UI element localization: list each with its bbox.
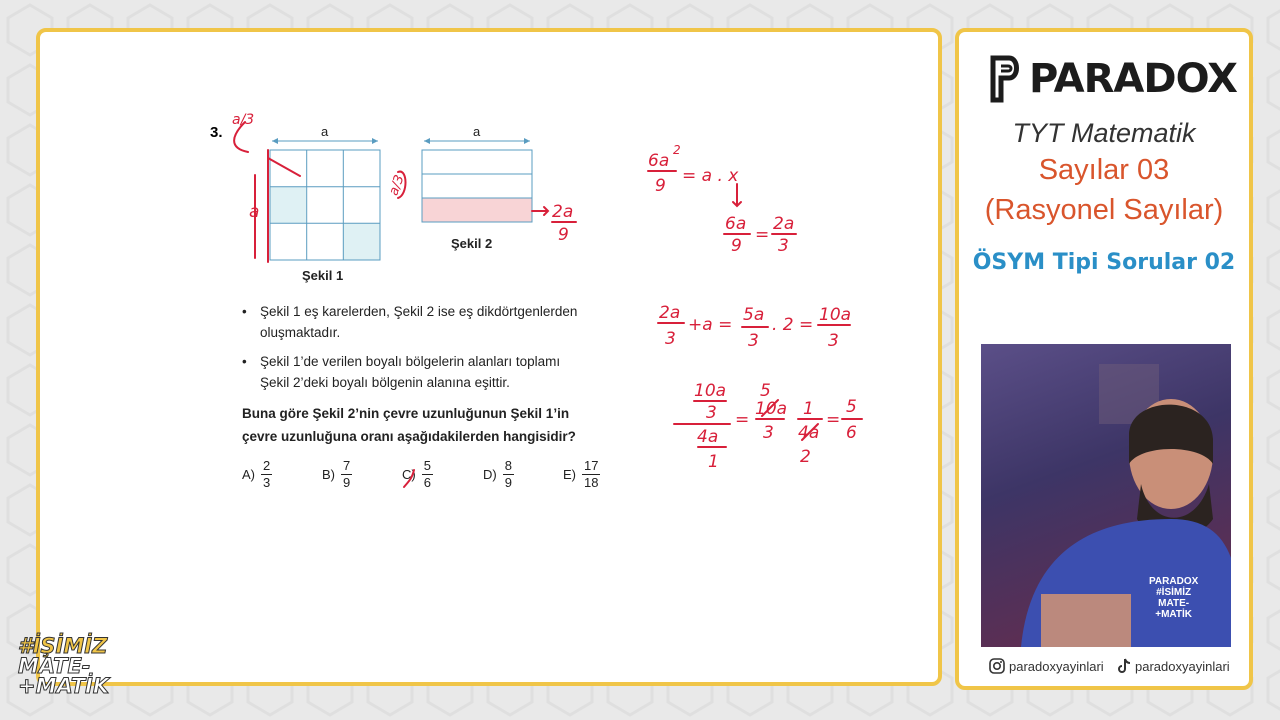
option-e-numerator: 17 [584, 458, 599, 473]
question-prompt [242, 402, 604, 448]
ink-3-e: 3 [706, 403, 717, 423]
option-e-denominator: 18 [584, 475, 599, 490]
instagram-handle[interactable] [989, 658, 1104, 674]
option-b-letter: B) [322, 467, 335, 482]
ink-3-d: 3 [828, 331, 839, 351]
ink-3-c: 3 [748, 331, 759, 351]
bullet-2-line-1: • Şekil 1’de verilen boyalı bölgelerin alanları toplamı [260, 354, 561, 369]
ink-2a-b: 2a [659, 303, 681, 323]
badge-line-1: #İŞİMİZ [18, 634, 108, 658]
option-a-letter: A) [242, 467, 255, 482]
ink-9: 9 [655, 176, 666, 196]
instagram-label: paradoxyayinlari [1009, 658, 1104, 674]
ink-3-f: 3 [763, 423, 774, 443]
side-panel [955, 28, 1253, 690]
figures [0, 0, 940, 300]
option-d-denominator: 9 [504, 475, 512, 490]
ink-9-b: 9 [731, 236, 742, 256]
figure-2-label: Şekil 2 [451, 236, 493, 251]
ink-6a-b: 6a [725, 214, 747, 234]
tiktok-icon [1117, 658, 1131, 674]
ink-left-mark: a/3 [386, 173, 408, 198]
option-b-numerator: 7 [343, 458, 351, 473]
brand-logo [989, 54, 1237, 104]
instagram-icon [989, 658, 1005, 674]
shirt-line-2: MATE- [1158, 598, 1190, 609]
series-title: ÖSYM Tipi Sorular 02 [972, 250, 1236, 275]
figure-1-label: Şekil 1 [302, 268, 344, 283]
ink-eq-4: = [826, 410, 841, 430]
ink-eq-ax: = a . x [682, 166, 739, 186]
shirt-line-3: +MATİK [1155, 609, 1193, 620]
shirt-brand: PARADOX [1149, 576, 1199, 587]
ink-1: 1 [708, 452, 719, 472]
option-e-letter: E) [563, 467, 576, 482]
ink-3-b: 3 [665, 329, 676, 349]
ink-5a: 5a [743, 305, 765, 325]
tiktok-handle[interactable] [1117, 658, 1230, 674]
ink-side-a: a [249, 202, 260, 222]
ink-top-mark: a/3 [232, 112, 255, 128]
option-b[interactable] [322, 458, 352, 491]
ink-5: 5 [846, 397, 857, 417]
isimiz-matematik-badge [18, 636, 109, 696]
option-a-numerator: 2 [263, 458, 271, 473]
option-a-denominator: 3 [263, 475, 271, 490]
topic-line-2: (Rasyonel Sayılar) [984, 194, 1224, 226]
ink-plus-a: +a = [688, 315, 733, 335]
bullet-1-line-1: • Şekil 1 eş karelerden, Şekil 2 ise eş dikdörtgenlerden [260, 304, 578, 319]
topic-line-1: Sayılar 03 [1038, 154, 1170, 186]
option-c[interactable] [402, 458, 433, 491]
badge-line-3: +MATİK [18, 674, 110, 698]
ink-6: 6 [846, 423, 857, 443]
ink-eq-3: = [735, 410, 750, 430]
ink-2a: 2a [773, 214, 795, 234]
option-d-letter: D) [483, 467, 497, 482]
figure-2-width-label: a [473, 124, 481, 139]
option-b-denominator: 9 [343, 475, 351, 490]
question-number: 3. [210, 124, 223, 141]
ink-4a-b: 4a [798, 423, 820, 443]
shirt-line-1: #İSİMİZ [1156, 587, 1192, 598]
bullet-2 [242, 351, 602, 393]
ink-dot-2: . 2 = [772, 315, 814, 335]
ink-10a: 10a [819, 305, 852, 325]
bullet-1 [242, 301, 602, 343]
bullet-2-line-2: Şekil 2’deki boyalı bölgenin alanına eşittir. [260, 375, 510, 390]
option-c-letter: C) [402, 467, 416, 482]
option-c-denominator: 6 [423, 475, 431, 490]
ink-1-b: 1 [803, 399, 814, 419]
option-e[interactable] [563, 458, 600, 491]
ink-4a: 4a [697, 427, 719, 447]
ink-2-b: 2 [800, 447, 811, 467]
ink-9-right: 9 [558, 225, 569, 245]
option-d-numerator: 8 [504, 458, 512, 473]
question-prompt-line-1: Buna göre Şekil 2’nin çevre uzunluğunun Şekil 1’in [242, 406, 570, 421]
badge-line-2: MATE- [18, 654, 91, 678]
ink-3: 3 [778, 236, 789, 256]
bullet-1-line-2: oluşmaktadır. [260, 325, 341, 340]
ink-2a-right: 2a [552, 202, 574, 222]
question-prompt-line-2: çevre uzunluğuna oranı aşağıdakilerden hangisidir? [242, 429, 576, 444]
ink-10a-b: 10a [694, 381, 727, 401]
option-d[interactable] [483, 458, 514, 491]
subject-title: TYT Matematik [1012, 118, 1196, 148]
ink-5-top: 5 [760, 381, 771, 401]
option-a[interactable] [242, 458, 272, 491]
figure-1-width-label: a [321, 124, 329, 139]
figure-2-rects [422, 150, 532, 222]
ink-6a: 6a [648, 151, 670, 171]
option-c-numerator: 5 [423, 458, 431, 473]
ink-eq-2: = [755, 225, 770, 245]
instructor-camera [981, 344, 1231, 647]
shirt-logo [1149, 576, 1198, 620]
paradox-p-icon [989, 54, 1023, 104]
figure-1-grid [270, 150, 380, 260]
ink-10a-c: 10a [755, 399, 788, 419]
ink-sup: 2 [673, 143, 681, 157]
tiktok-label: paradoxyayinlari [1135, 658, 1230, 674]
brand-name: PARADOX [1029, 56, 1237, 102]
